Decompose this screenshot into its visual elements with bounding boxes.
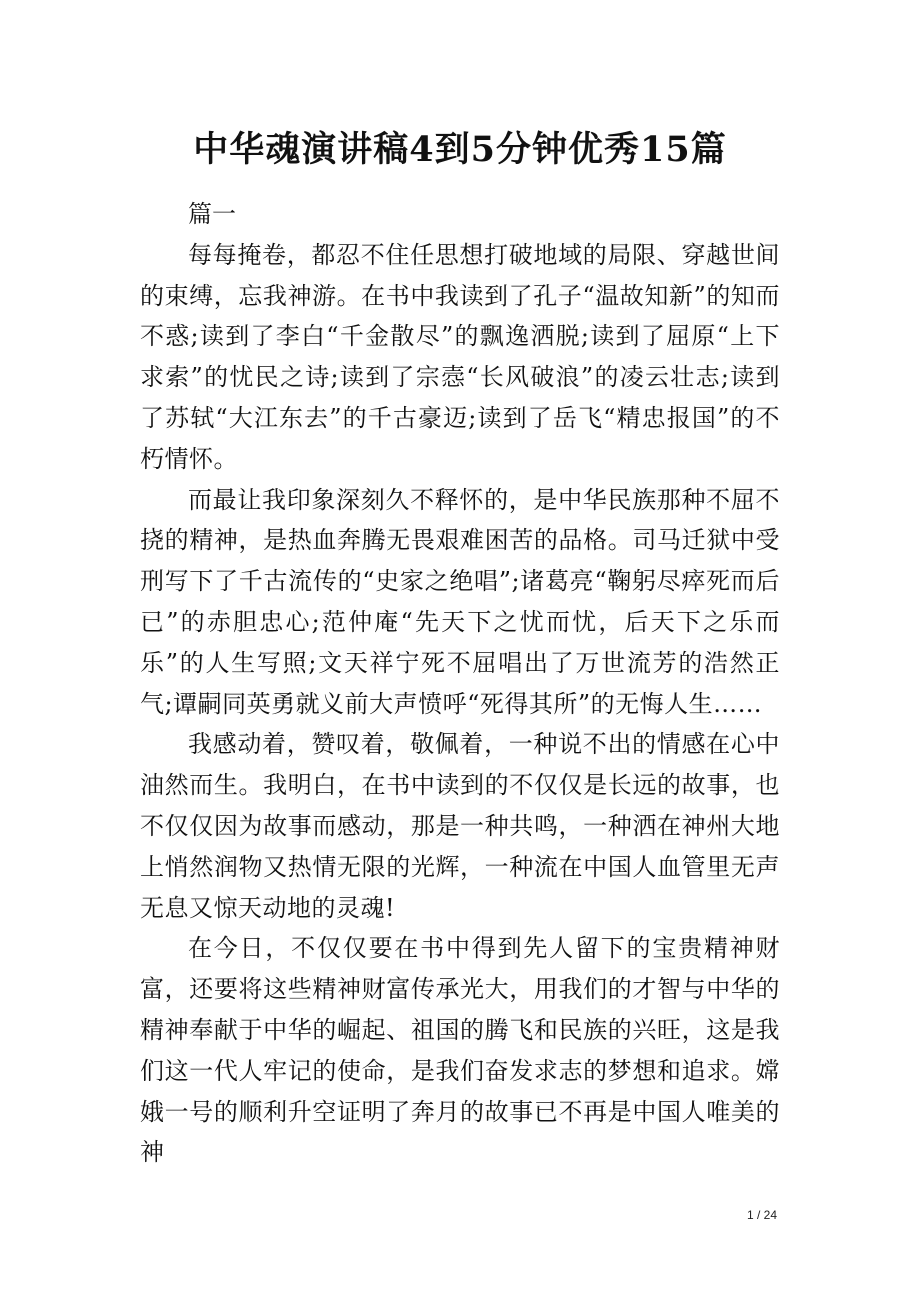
page-number: 1 / 24 (746, 1208, 777, 1222)
paragraph-1: 每每掩卷，都忍不住任思想打破地域的局限、穿越世间的束缚，忘我神游。在书中我读到了孔子“温故知新”的知而不惑;读到了李白“千金散尽”的飘逸洒脱;读到了屈原“上下求索”的忧民之诗;读到了宗悫“长风破浪”的凌云壮志;读到了苏轼“大江东去”的千古豪迈;读到了岳飞“精忠报国”的不朽情怀。 (140, 240, 780, 473)
paragraph-2: 而最让我印象深刻久不释怀的，是中华民族那种不屈不挠的精神，是热血奔腾无畏艰难困苦的品格。司马迁狱中受刑写下了千古流传的“史家之绝唱”;诸葛亮“鞠躬尽瘁死而后已”的赤胆忠心;范仲庵“先天下之忧而忧，后天下之乐而乐”的人生写照;文天祥宁死不屈唱出了万世流芳的浩然正气;谭嗣同英勇就义前大声愤呼“死得其所”的无悔人生…… (140, 485, 780, 718)
document-title: 中华魂演讲稿4到5分钟优秀15篇 (193, 129, 727, 170)
paragraph-4: 在今日，不仅仅要在书中得到先人留下的宝贵精神财富，还要将这些精神财富传承光大，用我们的才智与中华的精神奉献于中华的崛起、祖国的腾飞和民族的兴旺，这是我们这一代人牢记的使命，是我们奋发求志的梦想和追求。嫦娥一号的顺利升空证明了奔月的故事已不再是中国人唯美的神 (140, 934, 780, 1167)
document-body (140, 194, 780, 1173)
section-heading: 篇一 (188, 200, 236, 228)
paragraph-3: 我感动着，赞叹着，敬佩着，一种说不出的情感在心中油然而生。我明白，在书中读到的不仅仅是长远的故事，也不仅仅因为故事而感动，那是一种共鸣，一种洒在神州大地上悄然润物又热情无限的光辉，一种流在中国人血管里无声无息又惊天动地的灵魂! (140, 730, 780, 922)
